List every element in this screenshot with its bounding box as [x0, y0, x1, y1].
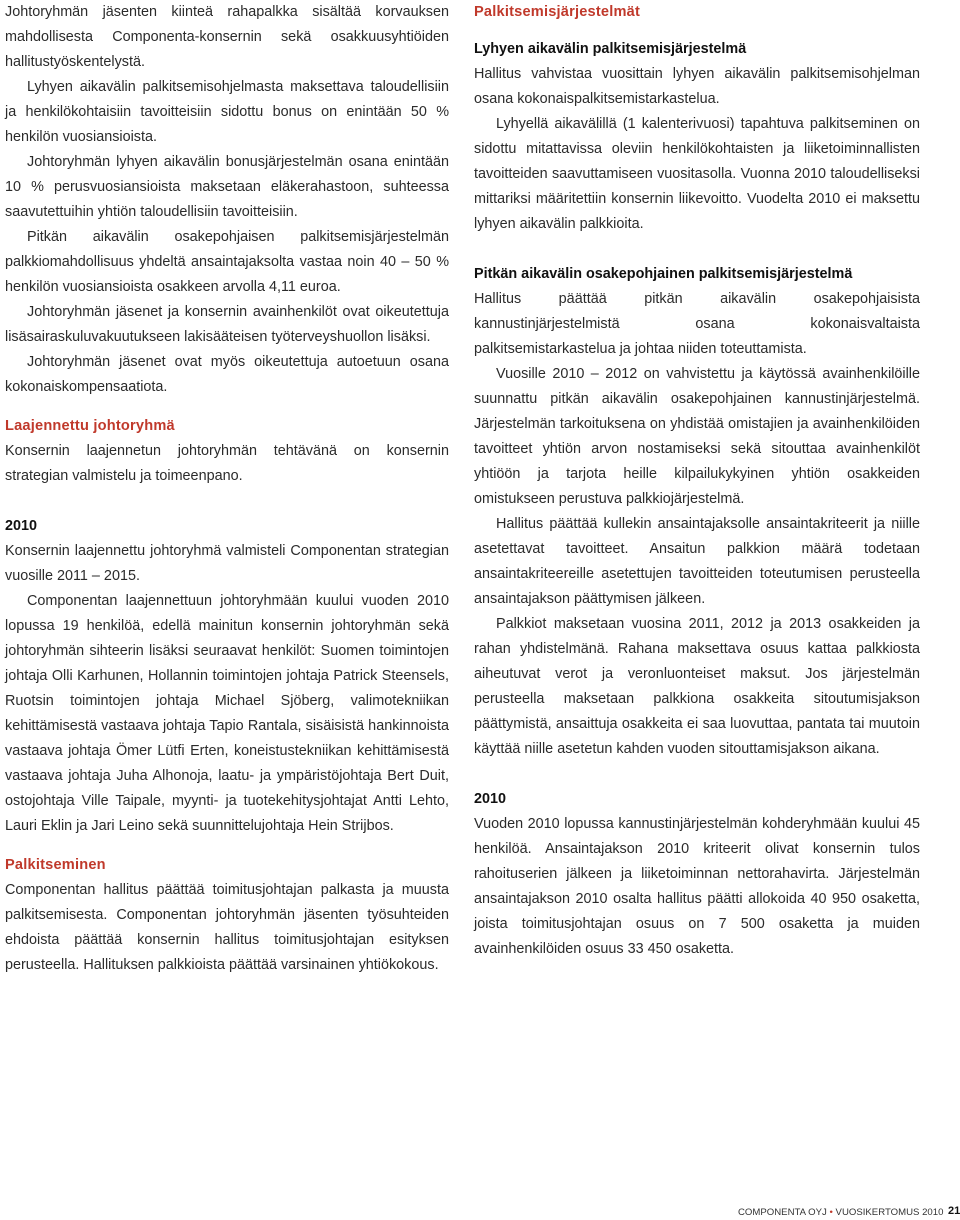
footer-company: COMPONENTA OYJ — [738, 1207, 827, 1218]
paragraph-short-term-details: Lyhyellä aikavälillä (1 kalenterivuosi) tapahtuva palkitseminen on sidottu mitattavissa oleviin henkilökohtaisten ja liiketoiminnallisten tavoitteiden saavuttamiseen vuositasolla. Vuonna 2010 taloudelliseksi mittariksi määritettiin konsernin liikevoitto. Vuodelta 2010 ei maksettu lyhyen aikavälin palkkioita. — [474, 116, 920, 232]
heading-extended-management: Laajennettu johtoryhmä — [5, 418, 175, 434]
right-column — [474, 0, 920, 962]
paragraph-bonus: Lyhyen aikavälin palkitsemisohjelmasta maksettava taloudellisiin ja henkilökohtaisiin tavoitteisiin sidottu bonus on enintään 50 % henkilön vuosiansioista. — [5, 79, 449, 145]
paragraph-rewards: Componentan hallitus päättää toimitusjohtajan palkasta ja muusta palkitsemisesta. Componentan johtoryhmän jäsenten työsuhteiden ehdoista päättää konsernin hallitus toimitusjohtajan esityksen perusteella. Hallituksen palkkioista päättää varsinainen yhtiökokous. — [5, 882, 449, 973]
heading-year-2010-right: 2010 — [474, 791, 507, 807]
page-number: 21 — [948, 1205, 960, 1217]
paragraph-earning-criteria: Hallitus päättää kullekin ansaintajaksolle ansaintakriteerit ja niille asetettavat tavoitteet. Ansaitun palkkion määrä todetaan ansaintakriteereille asetettujen tavoitteiden toteutumisen perusteella ansaintajakson päättymisen jälkeen. — [474, 516, 920, 607]
paragraph-car-benefit: Johtoryhmän jäsenet ovat myös oikeutettuja autoetuun osana kokonaiskompensaatiota. — [5, 354, 449, 395]
page-footer — [738, 1206, 960, 1220]
paragraph-pension-fund: Johtoryhmän lyhyen aikavälin bonusjärjestelmän osana enintään 10 % perusvuosiansioista maksetaan eläkerahastoon, suhteessa saavutettuihin yhtiön taloudellisiin tavoitteisiin. — [5, 154, 449, 220]
footer-bullet: • — [829, 1207, 833, 1218]
paragraph-extended-task: Konsernin laajennetun johtoryhmän tehtävänä on konsernin strategian valmistelu ja toimeenpano. — [5, 443, 449, 484]
left-column — [5, 0, 449, 978]
footer-report-title: VUOSIKERTOMUS 2010 — [835, 1207, 944, 1218]
paragraph-short-term-confirm: Hallitus vahvistaa vuosittain lyhyen aikavälin palkitsemisohjelman osana kokonaispalkitsemistarkastelua. — [474, 66, 920, 107]
paragraph-fixed-salary: Johtoryhmän jäsenten kiinteä rahapalkka sisältää korvauksen mahdollisesta Componenta-konsernin sekä osakkuusyhtiöiden hallitustyöskentelystä. — [5, 4, 449, 70]
paragraph-members: Componentan laajennettuun johtoryhmään kuului vuoden 2010 lopussa 19 henkilöä, edellä mainitun konsernin johtoryhmän sekä johtoryhmän sihteerin lisäksi seuraavat henkilöt: Suomen toimintojen johtaja Olli Karhunen, Hollannin toimintojen johtaja Patrick Steensels, Ruotsin toimintojen johtaja Michael Sjöberg, valimotekniikan kehittämisestä vastaava johtaja Tapio Rantala, sisäisistä hankinnoista vastaava johtaja Ömer Lütfi Erten, koneistustekniikan kehittämisestä vastaava johtaja Juha Alhonoja, laatu- ja ympäristöjohtaja Bert Duit, ostojohtaja Ville Taipale, myynti- ja tuotekehitysjohtajat Antti Lehto, Lauri Eklin ja Jari Leino sekä suunnittelujohtaja Hein Strijbos. — [5, 593, 449, 834]
heading-reward-systems: Palkitsemisjärjestelmät — [474, 4, 641, 20]
heading-year-2010-left: 2010 — [5, 518, 38, 534]
heading-rewards: Palkitseminen — [5, 857, 106, 873]
paragraph-strategy: Konsernin laajennettu johtoryhmä valmisteli Componentan strategian vuosille 2011 – 2015. — [5, 543, 449, 584]
paragraph-health-insurance: Johtoryhmän jäsenet ja konsernin avainhenkilöt ovat oikeutettuja lisäsairaskuluvakuutukseen lakisääteisen työterveyshuollon lisäksi. — [5, 304, 449, 345]
paragraph-long-term-decide: Hallitus päättää pitkän aikavälin osakepohjaisista kannustinjärjestelmistä osana kokonaisvaltaista palkitsemistarkastelua ja johtaa niiden toteuttamista. — [474, 291, 920, 357]
paragraph-target-group: Vuoden 2010 lopussa kannustinjärjestelmän kohderyhmään kuului 45 henkilöä. Ansaintajakson 2010 kriteerit olivat konsernin tulos rahoituserien jälkeen ja liiketoiminnan nettorahavirta. Järjestelmän ansaintajakson 2010 osalta hallitus päätti allokoida 40 950 osaketta, joista toimitusjohtajan osuus on 7 500 osaketta ja muiden avainhenkilöiden osuus 33 450 osaketta. — [474, 816, 920, 957]
subheading-short-term: Lyhyen aikavälin palkitsemisjärjestelmä — [474, 41, 747, 57]
paragraph-share-based: Pitkän aikavälin osakepohjaisen palkitsemisjärjestelmän palkkiomahdollisuus yhdeltä ansaintajaksolta vastaa noin 40 – 50 % henkilön vuosiansioista osakkeen arvolla 4,11 euroa. — [5, 229, 449, 295]
paragraph-payments: Palkkiot maksetaan vuosina 2011, 2012 ja 2013 osakkeiden ja rahan yhdistelmänä. Rahana maksettava osuus kattaa palkkiosta aiheutuvat verot ja veronluonteiset maksut. Jos järjestelmän perusteella maksetaan palkkiona osakkeita sitoutumisjakson päättymistä, ansaittuja osakkeita ei saa luovuttaa, pantata tai muutoin käyttää niille asetetun kahden vuoden sitouttamisjakson aikana. — [474, 616, 920, 757]
subheading-long-term: Pitkän aikavälin osakepohjainen palkitsemisjärjestelmä — [474, 266, 853, 282]
paragraph-long-term-plan: Vuosille 2010 – 2012 on vahvistettu ja käytössä avainhenkilöille suunnattu pitkän aikavälin osakepohjainen kannustinjärjestelmä. Järjestelmän tarkoituksena on yhdistää omistajien ja avainhenkilöiden tavoitteet yhtiön arvon nostamiseksi sekä sitouttaa avainhenkilöt yhtiöön ja tarjota heille kilpailukykyinen yhtiön osakkeiden omistukseen perustuva palkkiojärjestelmä. — [474, 366, 920, 507]
